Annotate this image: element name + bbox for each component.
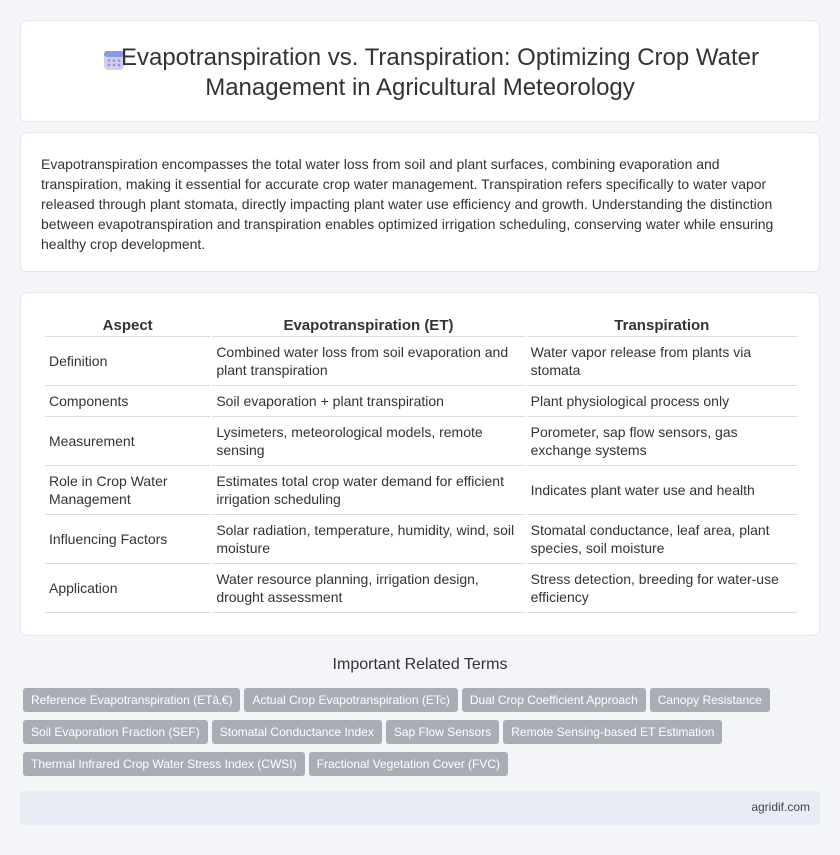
header-aspect: Aspect — [45, 315, 210, 337]
table-cell: Application — [45, 564, 210, 613]
related-term-tag[interactable]: Actual Crop Evapotranspiration (ETc) — [244, 688, 457, 712]
footer-site-link[interactable]: agridif.com — [751, 800, 810, 814]
related-term-tag[interactable]: Reference Evapotranspiration (ETâ‚€) — [23, 688, 240, 712]
table-cell: Measurement — [45, 417, 210, 466]
page-title — [41, 43, 799, 103]
related-term-tag[interactable]: Soil Evaporation Fraction (SEF) — [23, 720, 208, 744]
related-terms-tags — [23, 688, 823, 784]
header-transpiration: Transpiration — [527, 315, 797, 337]
related-term-tag[interactable]: Canopy Resistance — [650, 688, 770, 712]
table-cell: Lysimeters, meteorological models, remote sensing — [212, 417, 524, 466]
footer — [20, 791, 820, 825]
header-card — [20, 20, 820, 122]
table-cell: Stress detection, breeding for water-use efficiency — [527, 564, 797, 613]
related-terms-title: Important Related Terms — [332, 656, 508, 673]
table-row — [45, 386, 797, 417]
page-title-line-2: Management in Agricultural Meteorology — [205, 74, 635, 101]
table-cell: Soil evaporation + plant transpiration — [212, 386, 524, 417]
related-term-tag[interactable]: Thermal Infrared Crop Water Stress Index (CWSI) — [23, 752, 305, 776]
table-cell: Role in Crop Water Management — [45, 466, 210, 515]
comparison-table-card — [20, 292, 820, 636]
table-header-row — [45, 315, 797, 337]
table-cell: Combined water loss from soil evaporation and plant transpiration — [212, 337, 524, 386]
table-row — [45, 337, 797, 386]
table-cell: Porometer, sap flow sensors, gas exchange systems — [527, 417, 797, 466]
related-term-tag[interactable]: Dual Crop Coefficient Approach — [462, 688, 646, 712]
related-term-tag[interactable]: Sap Flow Sensors — [386, 720, 499, 744]
related-term-tag[interactable]: Fractional Vegetation Cover (FVC) — [309, 752, 508, 776]
related-term-tag[interactable]: Stomatal Conductance Index — [212, 720, 382, 744]
table-cell: Indicates plant water use and health — [527, 466, 797, 515]
table-row — [45, 564, 797, 613]
table-cell: Plant physiological process only — [527, 386, 797, 417]
table-cell: Water resource planning, irrigation design, drought assessment — [212, 564, 524, 613]
header-evapotranspiration: Evapotranspiration (ET) — [212, 315, 524, 337]
table-cell: Stomatal conductance, leaf area, plant species, soil moisture — [527, 515, 797, 564]
related-term-tag[interactable]: Remote Sensing-based ET Estimation — [503, 720, 722, 744]
comparison-table — [43, 315, 799, 613]
table-cell: Components — [45, 386, 210, 417]
table-cell: Solar radiation, temperature, humidity, wind, soil moisture — [212, 515, 524, 564]
table-cell: Water vapor release from plants via stomata — [527, 337, 797, 386]
table-cell: Definition — [45, 337, 210, 386]
page-title-line-1: Evapotranspiration vs. Transpiration: Optimizing Crop Water — [120, 44, 760, 71]
table-cell: Estimates total crop water demand for efficient irrigation scheduling — [212, 466, 524, 515]
intro-card — [20, 132, 820, 272]
table-row — [45, 515, 797, 564]
table-row — [45, 417, 797, 466]
table-cell: Influencing Factors — [45, 515, 210, 564]
intro-paragraph: Evapotranspiration encompasses the total water loss from soil and plant surfaces, combining evaporation and transpiration, making it essential for accurate crop water management. Transpiration refers specifically to water vapor released through plant stomata, directly impacting plant water use efficiency and growth. Understanding the distinction between evapotranspiration and transpiration enables optimized irrigation scheduling, conserving water while ensuring healthy crop development. — [41, 156, 774, 252]
table-row — [45, 466, 797, 515]
